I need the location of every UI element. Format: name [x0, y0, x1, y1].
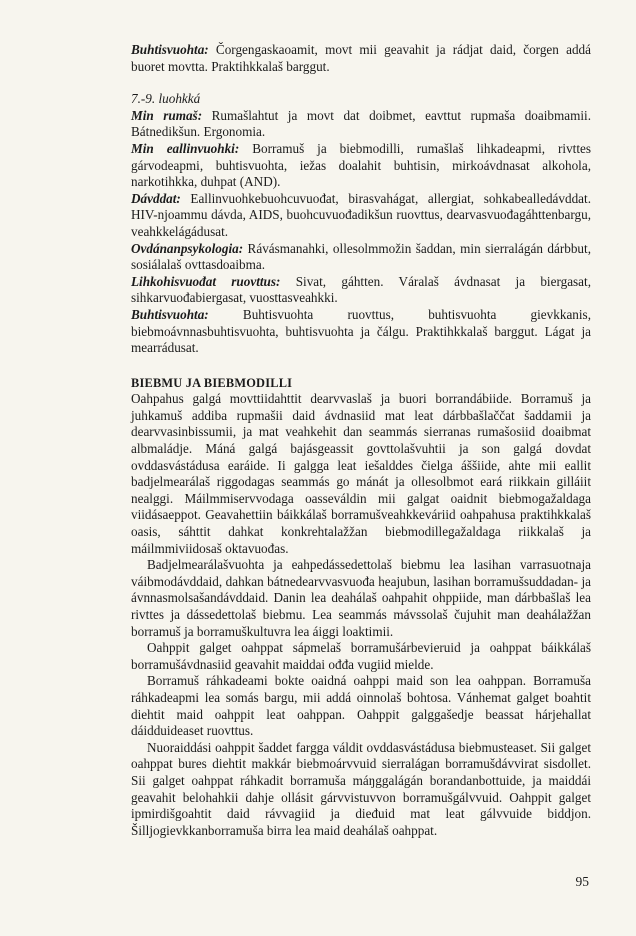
item-label: Dávddat:: [131, 190, 181, 206]
item-label: Ovdánanpsykologia:: [131, 240, 244, 256]
item-label: Min rumaš:: [131, 107, 203, 123]
item-min-rumas: [131, 108, 591, 141]
item-ovdanan: [131, 241, 591, 274]
item-text: Buhtisvuohta ruovttus, buhtisvuohta gievkkanis, biebmoávnnasbuhtisvuohta, buhtisvuohta ja čálgu. Praktihkkalaš barggut. Lágat ja mearrádusat.: [131, 306, 591, 356]
body-paragraph: Nuoraiddási oahppit šaddet fargga váldit ovddasvástádusa biebmusteaset. Sii galget oahppat bures diehtit makkár biebmoárvvuid sierralágan borramušdávvirat sisdollet. Sii galget oahppat ráhkadit borramuša máŋggalágán borandanbottuide, ja maiddái geavahit belohahkii dahje ollásit gárvvistuvvon borramušgálvvuid. Oahppit galget ipmirdišgoahtit daid rávvagiid ja dieđuid mat leat gálvvuide biddjon. Šilljogievkkanborramuša birra lea maid deahálaš oahppat.: [131, 739, 591, 838]
item-text: Sivat, gáhtten. Váralaš ávdnasat ja biergasat, sihkarvuođabiergasat, vuosttasveahkki.: [131, 273, 591, 306]
item-label: Buhtisvuohta:: [131, 306, 209, 322]
item-davddat: [131, 191, 591, 241]
section-heading-biebmu: BIEBMU JA BIEBMODILLI: [131, 375, 293, 390]
item-text: Rumašlahtut ja movt dat doibmet, eavttut rupmaša doaibmamii. Bátnedikšun. Ergonomia.: [131, 107, 591, 140]
spacer: [131, 75, 591, 91]
body-paragraph: Borramuš ráhkadeami bokte oaidná oahppi maid son lea oahppan. Borramuša ráhkadeapmi lea somás bargu, mii addá oinnolaš bohtosa. Vánhemat galget boahtit diehtit maid oahppit leat oahppan. Oahppit galggašedje beassat hárjehallat dáidduideaset ruovttus.: [131, 673, 591, 739]
intro-paragraph: [131, 42, 591, 75]
item-min-eallinvuohki: [131, 141, 591, 191]
item-lihkohis: [131, 274, 591, 307]
body-paragraph: Badjelmearálašvuohta ja eahpedássedettolaš biebmu lea lasihan varrasuotnaja váibmodávddaid, dahkan bátnedearvvasvuođa heajubun, lasihan borramušsuddadan- ja ávnnasmolsašandávddaid. Danin lea deahálaš oahpahit ohppiide, man dárbbašlaš lea rivttes ja dássedettolaš biebmu. Lea seammás mávssolaš čujuhit man deahálažžan borramuš ja borramuškultuvra lea áiggi loaktimii.: [131, 557, 591, 639]
intro-text: Čorgengaskaoamit, movt mii geavahit ja rádjat daid, čorgen addá buoret movtta. Praktihkkalaš barggut.: [131, 42, 591, 74]
item-label: Lihkohisvuođat ruovttus:: [131, 273, 281, 289]
intro-label: Buhtisvuohta:: [131, 42, 209, 57]
spacer: [131, 357, 591, 375]
item-buhtis: [131, 307, 591, 357]
item-label: Min eallinvuohki:: [131, 140, 240, 156]
item-text: Eallinvuohkebuohcuvuođat, birasvahágat, allergiat, sohkabealledávddat. HIV-njoammu dávda, AIDS, buohcuvuođadikšun ruovttus, dearvasvuođagáhttenbargu, veahkkelágádusat.: [131, 190, 591, 239]
body-paragraph: Oahppit galget oahppat sápmelaš borramušárbevieruid ja oahppat báikkálaš borramušávdnasiid geavahit maiddai ođđa vugiid mielde.: [131, 640, 591, 672]
section-heading-79: 7.-9. luohkká: [131, 91, 201, 107]
text-body: [131, 42, 591, 839]
item-text: Borramuš ja biebmodilli, rumašlaš lihkadeapmi, rivttes gárvodeapmi, buhtisvuohta, iežas doalahit buhtisin, mirkoávdnasat alkohola, narkotihkka, duhpat (AND).: [131, 140, 591, 190]
body-paragraph: Oahpahus galgá movttiidahttit dearvvaslaš ja buori borrandábiide. Borramuš ja juhkamuš addiba rupmašii daid ávdnasiid mat leat dárbbašlaččat šaddamii ja dearvvasinbissumii, ja mat veahkehit dan seammás sierranas rumašosiid doaibmat albmaládje. Máná galgá bajásgeassit govttolašvuhtii ja son galgá dovdat ovddasvástádusa earáide. Ii galgga leat iešalddes čielga áššiide, ahte mii eallit badjelmearálaš riggodagas seammás go mánát ja ollesolbmot eará riikkain gilláiit nealggi. Máilmmiservvodaga oasseváldin mii galgat oaidnit biebmogažaldaga viidásaeppot. Geavahettiin báikkálaš borramušveahkkeváriid oahpahusa praktihkkalaš oasis, sáhttit dahkat konkrehtalažžan biebmodillegažaldaga riikkalaš ja máilmmiviidosaš oktavuođas.: [131, 391, 591, 556]
item-text: Rávásmanahki, ollesolmmožin šaddan, min sierralágán dárbbut, sosiálalaš ovttasdoaibma.: [131, 240, 591, 273]
page-number: 95: [575, 874, 589, 889]
